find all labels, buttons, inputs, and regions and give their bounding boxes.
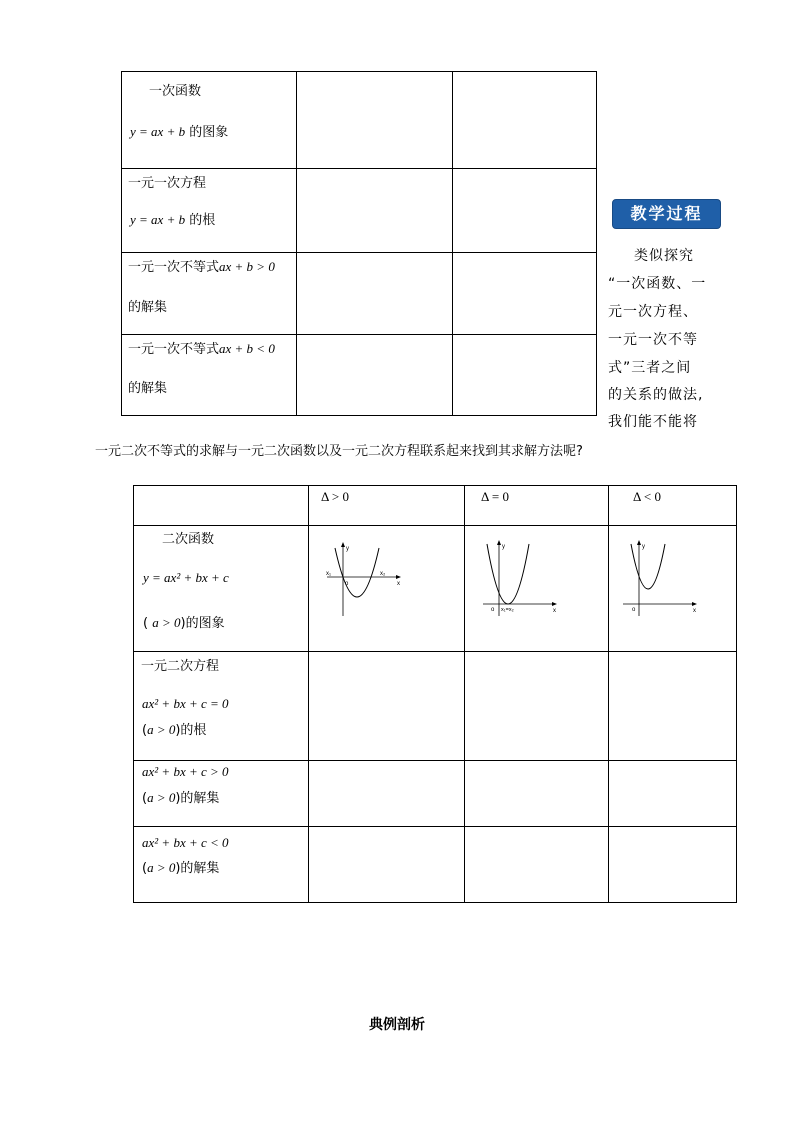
side-text-line-5: 式”三者之间 (608, 360, 692, 376)
graph-cell-no-roots (609, 526, 737, 652)
parabola-two-roots-graph (323, 538, 403, 628)
side-text-line-1: 类似探究 (634, 248, 694, 264)
t2-row4-label-cell (134, 827, 309, 903)
t2-row1-label-cell (134, 526, 309, 652)
t1-row4-cell2 (297, 335, 453, 416)
graph-cell-double-root (465, 526, 609, 652)
t1-row2-formula: y = ax + b (130, 212, 186, 227)
t1-row4-label-cell (122, 335, 297, 416)
t1-row1-line1: 一次函数 (149, 84, 202, 99)
side-text-line-2: “一次函数、一 (608, 276, 707, 292)
g1-parabola (335, 548, 379, 597)
t1-row1-suffix: 的图象 (189, 125, 229, 140)
t1-row2-line1: 一元一次方程 (128, 176, 207, 191)
t2-row4-formula: ax² + bx + c < 0 (142, 835, 229, 850)
t1-row3-line2: 的解集 (128, 300, 168, 315)
side-text-line-4: 一元一次不等 (608, 332, 698, 348)
quadratic-relations-table (133, 485, 737, 903)
t2-row4-paren: ( (142, 861, 148, 876)
g2-x-label: x (553, 608, 556, 614)
t2-row3-cell3 (465, 761, 609, 827)
t2-row2-paren: ( (142, 723, 148, 738)
t2-header-corner (134, 486, 309, 526)
graph-cell-two-roots (309, 526, 465, 652)
g2-y-arrow (497, 540, 501, 545)
t2-header-cell-2 (465, 486, 609, 526)
t2-row4-cell2 (309, 827, 465, 903)
t1-row2-label-cell (122, 169, 297, 253)
teaching-process-badge: 教学过程 (612, 199, 721, 229)
t2-row2-line1: 一元二次方程 (141, 659, 220, 674)
t1-row4-cell3 (453, 335, 597, 416)
t2-row4-suffix: )的解集 (175, 861, 220, 876)
t1-row3-cell2 (297, 253, 453, 335)
g1-root2-label: x₂ (380, 571, 386, 577)
g2-origin-label: o (491, 607, 495, 613)
g1-x-arrow (396, 575, 401, 579)
t2-header-cell-1 (309, 486, 465, 526)
t2-row3-formula: ax² + bx + c > 0 (142, 764, 229, 779)
t1-row4-line2: 的解集 (128, 381, 168, 396)
t1-row3-text: 一元一次不等式 (128, 260, 220, 275)
t1-row2-cell2 (297, 169, 453, 253)
t2-row3-paren: ( (142, 791, 148, 806)
t2-row2-formula: ax² + bx + c = 0 (142, 696, 229, 711)
section-title-typical-examples: 典例剖析 (369, 1017, 425, 1033)
parabola-double-root-graph (479, 538, 559, 628)
g3-x-label: x (693, 608, 696, 614)
t2-row3-cell4 (609, 761, 737, 827)
side-text-line-6: 的关系的做法, (608, 387, 704, 403)
t2-row2-cell4 (609, 652, 737, 761)
header-discriminant-negative: Δ < 0 (633, 489, 661, 504)
t2-row1-paren: ( (143, 616, 149, 631)
question-paragraph: 一元二次不等式的求解与一元二次函数以及一元二次方程联系起来找到其求解方法呢? (95, 444, 583, 459)
g1-y-label: y (346, 546, 349, 552)
g1-root1-label: x₁ (326, 571, 332, 577)
g3-y-arrow (637, 540, 641, 545)
t2-row1-line1: 二次函数 (162, 532, 215, 547)
g3-x-arrow (692, 602, 697, 606)
t1-row1-cell3 (453, 72, 597, 169)
t1-row4-formula: ax + b < 0 (219, 341, 275, 356)
t1-row1-cell2 (297, 72, 453, 169)
t1-row3-formula: ax + b > 0 (219, 259, 275, 274)
t1-row2-suffix: 的根 (189, 213, 216, 228)
t2-row3-cell2 (309, 761, 465, 827)
g1-x-label: x (397, 581, 400, 587)
t2-row3-label-cell (134, 761, 309, 827)
t1-row2-cell3 (453, 169, 597, 253)
header-discriminant-zero: Δ = 0 (481, 489, 509, 504)
t1-row1-formula: y = ax + b (130, 124, 186, 139)
side-text-line-3: 元一次方程、 (608, 304, 698, 320)
t2-row4-cell4 (609, 827, 737, 903)
t1-row3-label-cell (122, 253, 297, 335)
t2-row4-condition: a > 0 (147, 860, 176, 875)
g2-parabola (487, 544, 529, 604)
g2-y-label: y (502, 544, 505, 550)
t2-row2-condition: a > 0 (147, 722, 176, 737)
t2-row2-cell2 (309, 652, 465, 761)
t1-row3-cell3 (453, 253, 597, 335)
side-text-line-7: 我们能不能将 (608, 414, 698, 430)
t2-row3-suffix: )的解集 (175, 791, 220, 806)
g2-x-arrow (552, 602, 557, 606)
t2-row1-suffix: )的图象 (180, 616, 225, 631)
t2-row2-label-cell (134, 652, 309, 761)
t2-row1-formula: y = ax² + bx + c (143, 570, 229, 585)
t2-row3-condition: a > 0 (147, 790, 176, 805)
g2-root-label: x₁=x₂ (501, 607, 514, 613)
g1-origin-label: o (345, 581, 349, 587)
t2-row1-condition: a > 0 (152, 615, 181, 630)
t2-row4-cell3 (465, 827, 609, 903)
t2-row2-suffix: )的根 (175, 723, 207, 738)
header-discriminant-positive: Δ > 0 (321, 489, 349, 504)
g1-y-arrow (341, 542, 345, 547)
parabola-no-roots-graph (619, 538, 699, 628)
t2-header-cell-3 (609, 486, 737, 526)
t2-row2-cell3 (465, 652, 609, 761)
linear-relations-table (121, 71, 597, 416)
g3-origin-label: o (632, 607, 636, 613)
t1-row4-text: 一元一次不等式 (128, 342, 220, 357)
t1-row1-label-cell (122, 72, 297, 169)
g3-y-label: y (642, 544, 645, 550)
g3-parabola (631, 544, 665, 589)
